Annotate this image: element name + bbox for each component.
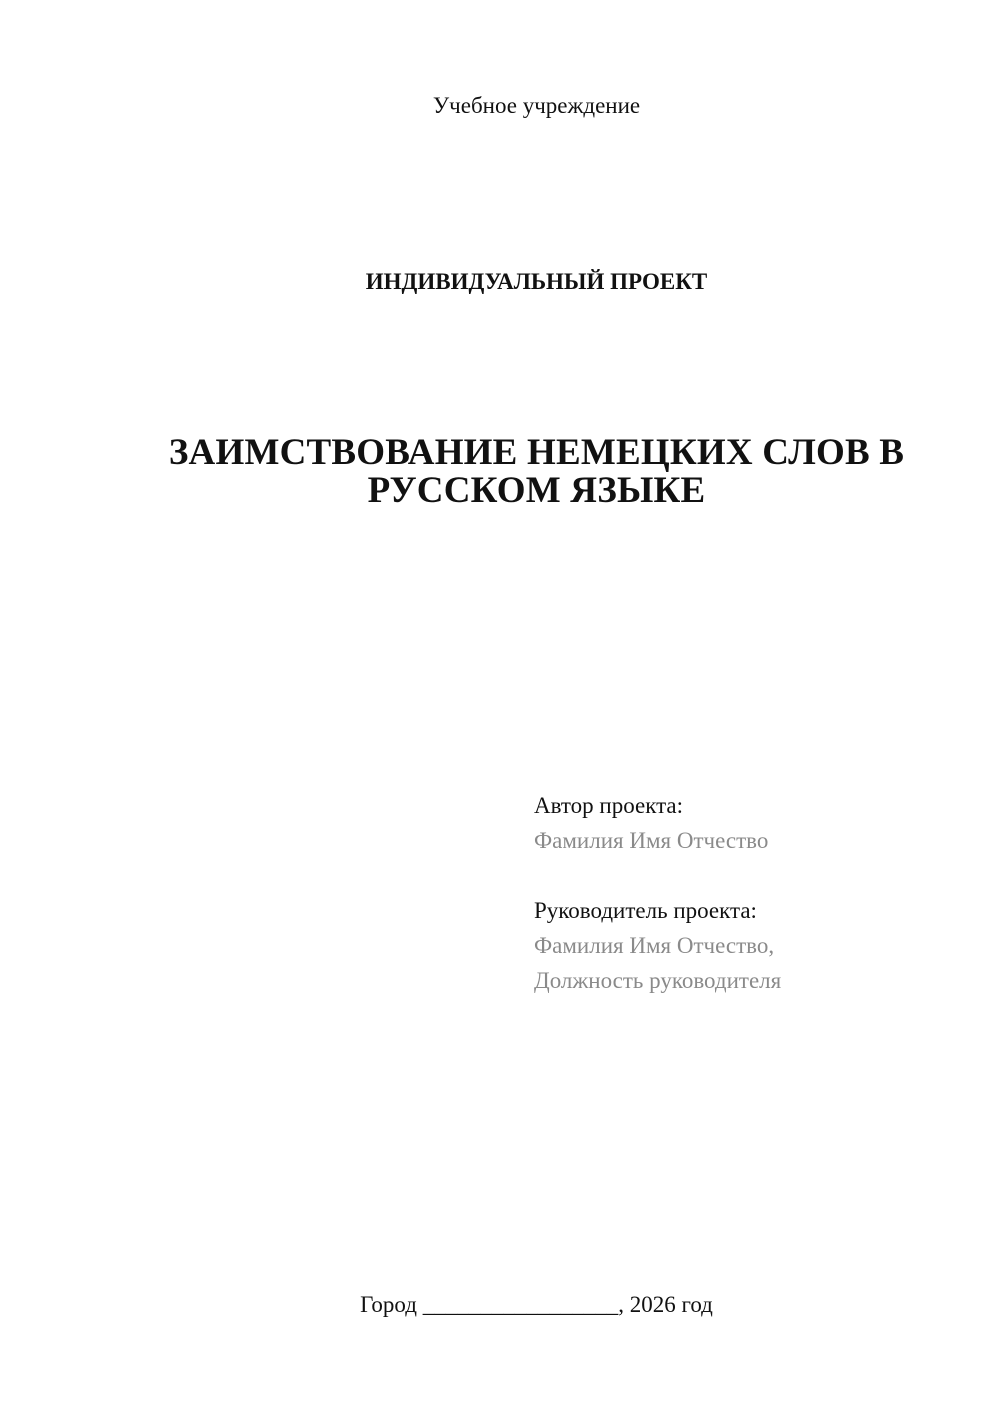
project-info-block [534, 788, 974, 998]
project-title-line-1: ЗАИМСТВОВАНИЕ НЕМЕЦКИХ СЛОВ В [168, 432, 905, 473]
institution-name: Учебное учреждение [432, 93, 641, 118]
project-title-line-2: РУССКОМ ЯЗЫКЕ [367, 470, 706, 511]
info-spacer [534, 858, 974, 893]
author-label: Автор проекта: [534, 793, 683, 818]
supervisor-name: Фамилия Имя Отчество, [534, 933, 775, 958]
author-name: Фамилия Имя Отчество [534, 828, 769, 853]
city-year-footer: Город _________________, 2026 год [360, 1292, 713, 1317]
supervisor-position: Должность руководителя [534, 968, 782, 993]
project-type-heading: ИНДИВИДУАЛЬНЫЙ ПРОЕКТ [365, 269, 708, 294]
project-title [73, 434, 1000, 510]
supervisor-label: Руководитель проекта: [534, 898, 757, 923]
